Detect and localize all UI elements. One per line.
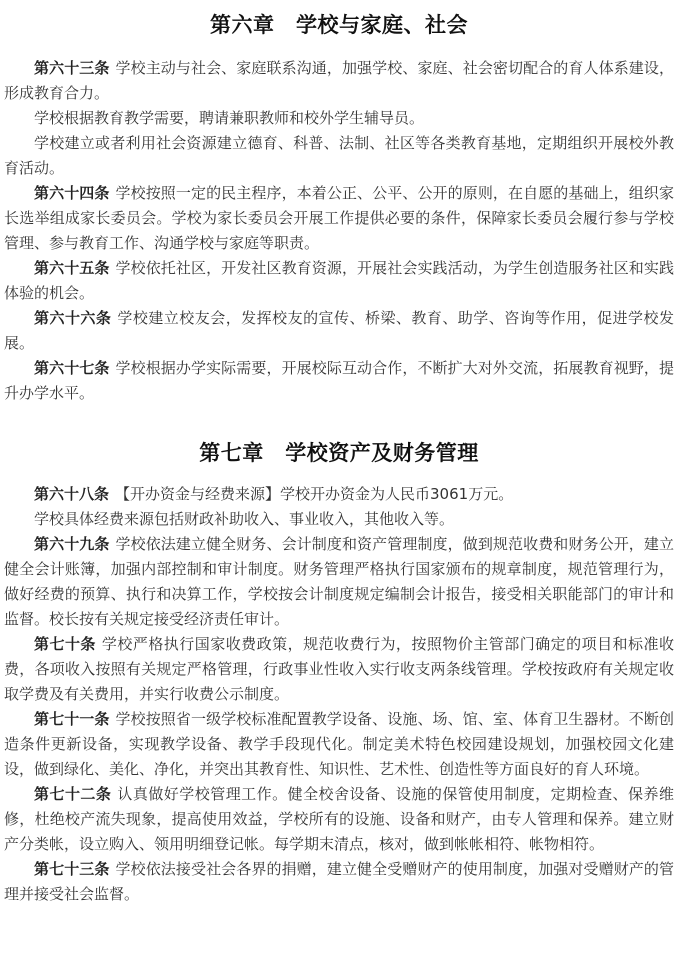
paragraph-text: 学校依法建立健全财务、会计制度和资产管理制度，做到规范收费和财务公开，建立健全会计账簿，加强内部控制和审计制度。财务管理严格执行国家颁布的规章制度，规范管理行为，做好经费的预算、执行和决算工作，学校按会计制度规定编制会计报告，接受相关职能部门的审计和监督。校长按有关规定接受经济责任审计。: [4, 535, 674, 628]
paragraph-text: 学校根据办学实际需要，开展校际互动合作，不断扩大对外交流，拓展教育视野，提升办学水平。: [4, 359, 674, 402]
paragraph: [4, 707, 674, 782]
paragraph-text: 学校建立校友会，发挥校友的宣传、桥梁、教育、助学、咨询等作用，促进学校发展。: [4, 309, 674, 352]
paragraph: [4, 131, 674, 181]
paragraph: [4, 306, 674, 356]
paragraph-text: 学校按照省一级学校标准配置教学设备、设施、场、馆、室、体育卫生器材。不断创造条件更新设备，实现教学设备、教学手段现代化。制定美术特色校园建设规划，加强校园文化建设，做到绿化、美化、净化，并突出其教育性、知识性、艺术性、创造性等方面良好的育人环境。: [4, 710, 674, 778]
article-number: 第六十七条: [34, 359, 110, 377]
article-number: 第六十六条: [34, 309, 112, 327]
paragraph-text: 学校具体经费来源包括财政补助收入、事业收入，其他收入等。: [34, 510, 455, 528]
paragraph: [4, 181, 674, 256]
paragraph: [4, 857, 674, 907]
paragraph: [4, 482, 674, 507]
paragraph: [4, 507, 674, 532]
article-number: 第六十八条: [34, 485, 110, 503]
article-number: 第七十条: [34, 635, 96, 653]
article-number: 第六十三条: [34, 59, 110, 77]
paragraph: [4, 532, 674, 632]
article-number: 第七十一条: [34, 710, 110, 728]
article-number: 第六十五条: [34, 259, 110, 277]
paragraph: [4, 56, 674, 106]
article-number: 第六十四条: [34, 184, 110, 202]
paragraph: [4, 356, 674, 406]
paragraph-text: 【开办资金与经费来源】学校开办资金为人民币3061万元。: [115, 485, 514, 503]
paragraph-text: 认真做好学校管理工作。健全校舍设备、设施的保管使用制度，定期检查、保养维修，杜绝校产流失现象，提高使用效益，学校所有的设施、设备和财产，由专人管理和保养。建立财产分类帐，设立购入、领用明细登记帐。每学期末清点，核对，做到帐帐相符、帐物相符。: [4, 785, 674, 853]
paragraph-text: 学校严格执行国家收费政策，规范收费行为，按照物价主管部门确定的项目和标准收费，各项收入按照有关规定严格管理，行政事业性收入实行收支两条线管理。学校按政府有关规定收取学费及有关费用，并实行收费公示制度。: [4, 635, 674, 703]
paragraph: [4, 256, 674, 306]
chapter-6-body: [4, 56, 674, 406]
paragraph-text: 学校建立或者利用社会资源建立德育、科普、法制、社区等各类教育基地，定期组织开展校外教育活动。: [4, 134, 674, 177]
chapter-7-title: 第七章 学校资产及财务管理: [199, 441, 479, 465]
paragraph: [4, 106, 674, 131]
article-number: 第七十三条: [34, 860, 110, 878]
chapter-6-title: 第六章 学校与家庭、社会: [210, 13, 468, 37]
article-number: 第七十二条: [34, 785, 112, 803]
paragraph: [4, 782, 674, 857]
paragraph: [4, 632, 674, 707]
article-number: 第六十九条: [34, 535, 110, 553]
paragraph-text: 学校主动与社会、家庭联系沟通，加强学校、家庭、社会密切配合的育人体系建设，形成教育合力。: [4, 59, 674, 102]
paragraph-text: 学校依托社区，开发社区教育资源，开展社会实践活动，为学生创造服务社区和实践体验的机会。: [4, 259, 674, 302]
paragraph-text: 学校按照一定的民主程序，本着公正、公平、公开的原则，在自愿的基础上，组织家长选举组成家长委员会。学校为家长委员会开展工作提供必要的条件，保障家长委员会履行参与学校管理、参与教育工作、沟通学校与家庭等职责。: [4, 184, 674, 252]
paragraph-text: 学校依法接受社会各界的捐赠，建立健全受赠财产的使用制度，加强对受赠财产的管理并接受社会监督。: [4, 860, 674, 903]
paragraph-text: 学校根据教育教学需要，聘请兼职教师和校外学生辅导员。: [34, 109, 425, 127]
chapter-7-body: [4, 482, 674, 907]
